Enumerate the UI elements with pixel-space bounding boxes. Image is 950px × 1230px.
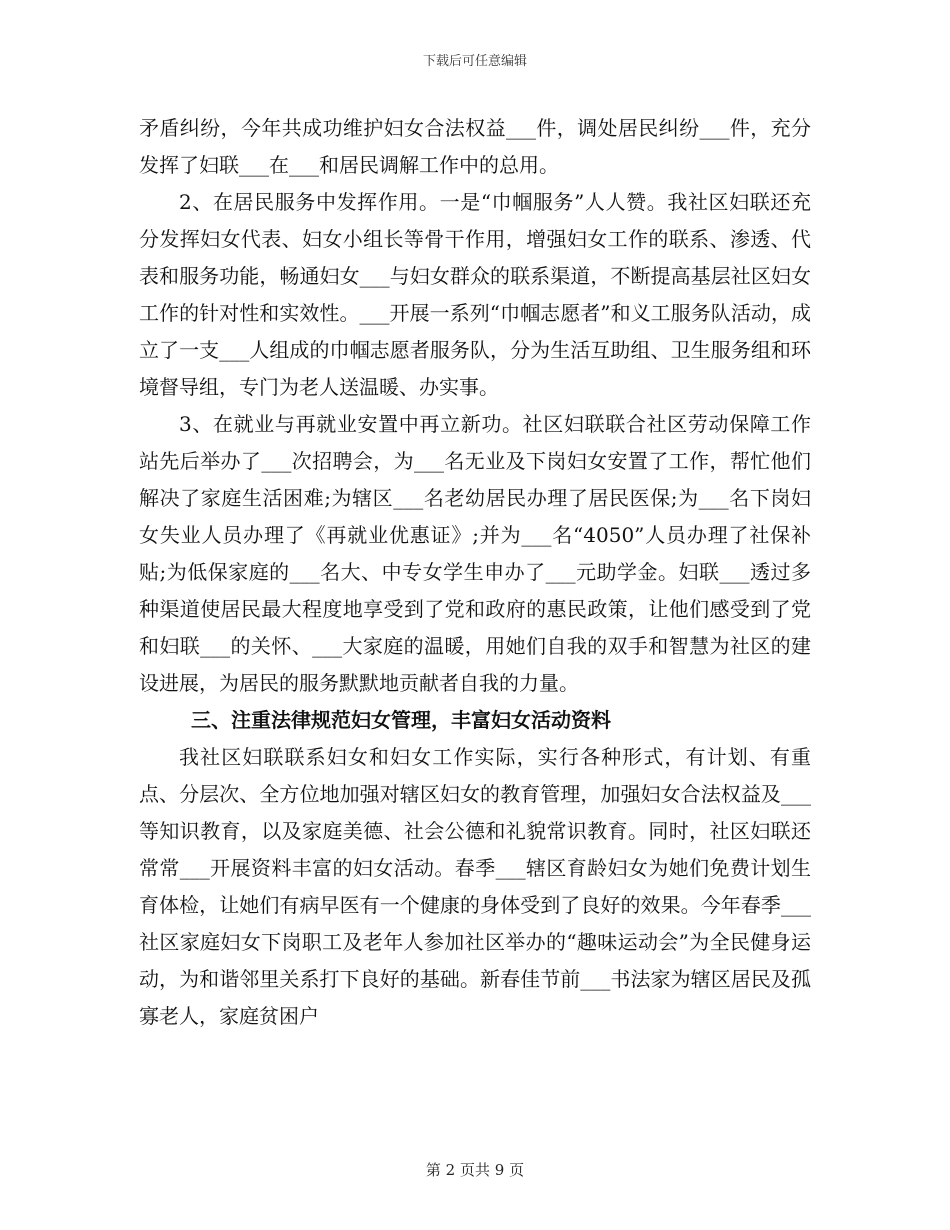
- section-heading-three: 三、注重法律规范妇女管理，丰富妇女活动资料: [191, 708, 611, 732]
- page-footer: 第 2 页共 9 页: [425, 1161, 525, 1179]
- paragraph-women-management: 我社区妇联联系妇女和妇女工作实际，实行各种形式，有计划、有重点、分层次、全方位地加强对辖区妇女的教育管理，加强妇女合法权益及___等知识教育，以及家庭美德、社会公德和礼貌常识教育。同时，社区妇联还常常___开展资料丰富的妇女活动。春季___辖区育龄妇女为她们免费计划生育体检，让她们有病早医有一个健康的身体受到了良好的效果。今年春季___社区家庭妇女下岗职工及老年人参加社区举办的“趣味运动会”为全民健身运动，为和谐邻里关系打下良好的基础。新春佳节前___书法家为辖区居民及孤寡老人，家庭贫困户: [139, 745, 811, 1028]
- paragraph-resident-service: 2、在居民服务中发挥作用。一是“巾帼服务”人人赞。我社区妇联还充分发挥妇女代表、妇女小组长等骨干作用，增强妇女工作的联系、渗透、代表和服务功能，畅通妇女___与妇女群众的联系渠道，不断提高基层社区妇女工作的针对性和实效性。___开展一系列“巾帼志愿者”和义工服务队活动，成立了一支___人组成的巾帼志愿者服务队，分为生活互助组、卫生服务组和环境督导组，专门为老人送温暖、办实事。: [139, 190, 811, 399]
- paragraph-dispute-continuation: 矛盾纠纷，今年共成功维护妇女合法权益___件，调处居民纠纷___件，充分发挥了妇联___在___和居民调解工作中的总用。: [139, 116, 811, 177]
- page-header: 下载后可任意编辑: [422, 54, 527, 69]
- paragraph-employment: 3、在就业与再就业安置中再立新功。社区妇联联合社区劳动保障工作站先后举办了___次招聘会，为___名无业及下岗妇女安置了工作，帮忙他们解决了家庭生活困难;为辖区___名老幼居民办理了居民医保;为___名下岗妇女失业人员办理了《再就业优惠证》;并为___名“4050”人员办理了社保补贴;为低保家庭的___名大、中专女学生申办了___元助学金。妇联___透过多种渠道使居民最大程度地享受到了党和政府的惠民政策，让他们感受到了党和妇联___的关怀、___大家庭的温暖，用她们自我的双手和智慧为社区的建设进展，为居民的服务默默地贡献者自我的力量。: [139, 412, 811, 695]
- document-body: [139, 110, 811, 1035]
